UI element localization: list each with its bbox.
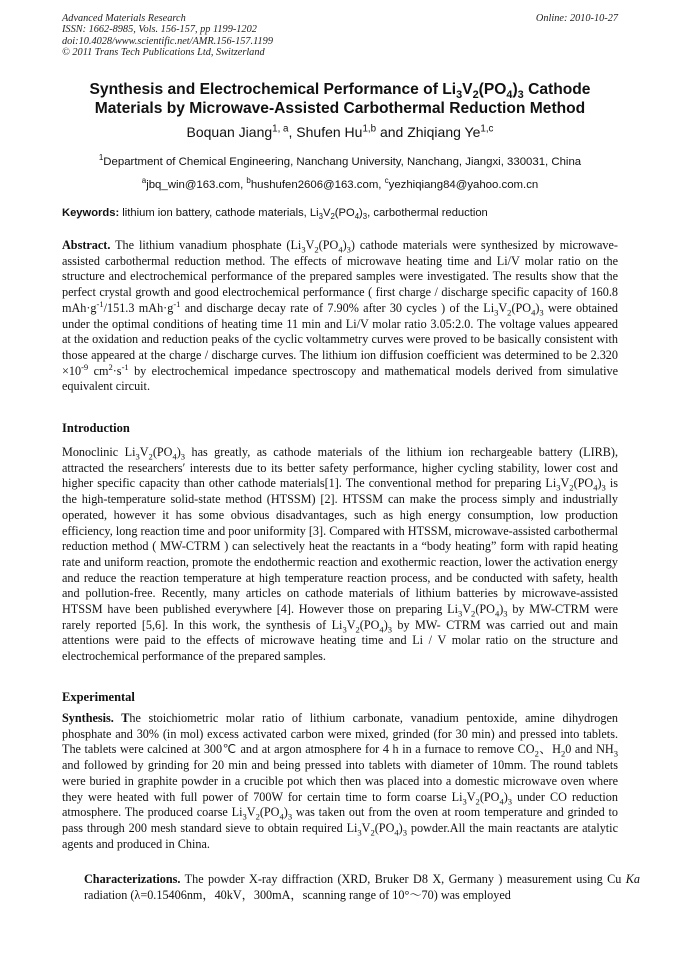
- paper-title: [62, 80, 618, 118]
- abstract: Abstract. The lithium vanadium phosphate $(Li_3V_2(PO_4)_3)$ cathode materials were synthesized by microwave- assisted carbothermal reduction method. The effects of microwave heating time and Li/V molar ratio on the structure and electrochemical performance of the prepared samples were investigated. The results show that the perfect crystal growth and good electrochemical performance ( first charge / discharge specific capacity of 160.8 $mAh\cdot g^{-1}/151.3$ $mAh\cdot g^{-1}$ and discharge decay rate of 7.90% after 30 cycles ) of the $Li_3V_2(PO_4)_3$ were obtained under the optimal conditions of heating time 11 min and Li/V molar ratio 3.05:2.0. The voltage values appeared at the oxidation and reduction peaks of the cyclic voltammetry curves were proved to be basically consistent with those appeared at the charge / discharge curves. The lithium ion diffusion coefficient was determined to be $2.320 \times 10^{-9}$ $cm^2\cdot s^{-1}$ by electrochemical impedance spectroscopy and mathematical models derived from simulative equivalent circuit.: [62, 238, 618, 394]
- title-line-1: Synthesis and Electrochemical Performance of $Li_3V_2(PO_4)_3$ Cathode: [89, 81, 591, 102]
- synthesis-text: Synthesis. The stoichiometric molar ratio of lithium carbonate, vanadium pentoxide, amine dihydrogen phosphate and 30% (in mol) excess activated carbon were mixed, grinded (for 30 min) and pressed into tablets. The tablets were calcined at 300℃ and at argon atmosphere for 4 h in a furnace to remove $CO_2$、$H_20$ and $NH_3$ and followed by grinding for 20 min and being pressed into tablets with diameter of 10mm. The round tablets were buried in graphite powder in a crucible pot which then was placed into a domestic microwave oven where they were heated with full power of 700W for certain time to form coarse $Li_3V_2(PO_4)_3$ under CO reduction atmosphere. The produced coarse $Li_3V_2(PO_4)_3$ was taken out from the oven at room temperature and grinded to pass through 200 mesh standard sieve to obtain required $Li_3V_2(PO_4)_3$ powder.All the main reactants are atalytic agents and produced in China.: [62, 711, 618, 851]
- characterizations-text: Characterizations. The powder X-ray diffraction (XRD, Bruker D8 X, Germany ) measurement using Cu Ka radiation (λ=0.15406nm，40kV，300mA，scanning range of 10°～70) was employed: [84, 872, 640, 902]
- experimental-heading: Experimental: [62, 690, 135, 704]
- online-date: Online: 2010-10-27: [535, 13, 618, 24]
- copyright-line: © 2011 Trans Tech Publications Ltd, Switzerland: [62, 46, 265, 58]
- introduction-heading: Introduction: [62, 421, 130, 435]
- affiliation: $^1$Department of Chemical Engineering, Nanchang University, Nanchang, Jiangxi, 330031, China: [98, 153, 582, 168]
- journal-header: [62, 13, 618, 58]
- author-list: Boquan Jiang$^{1, a}$, Shufen Hu$^{1,b}$ and Zhiqiang Ye$^{1,c}$: [186, 123, 494, 140]
- journal-name: Advanced Materials Research: [62, 13, 186, 24]
- title-line-2: Materials by Microwave-Assisted Carbothermal Reduction Method: [94, 100, 586, 117]
- issn-line: ISSN: 1662-8985, Vols. 156-157, pp 1199-1202: [62, 24, 257, 36]
- keywords: Keywords: lithium ion battery, cathode materials, $Li_3V_2(PO_4)_3$, carbothermal reduction: [62, 207, 488, 222]
- introduction-text: Monoclinic $Li_3V_2(PO_4)_3$ has greatly, as cathode materials of the lithium ion rechargeable battery (LIRB), attracted the researchers′ interests due to its better safety performance, higher cycling stability, lower cost and higher specific capacity than other cathode materials[1]. The conventional method for preparing $Li_3V_2(PO_4)_3$ is the high-temperature solid-state method (HTSSM) [2]. HTSSM can make the process simply and industrially operated, however it has some obvious disadvantages, such as high energy consumption, low production efficiency, long reaction time and poor uniformity [3]. Compared with HTSSM, microwave-assisted carbothermal reduction method ( MW-CTRM ) can selectively heat the reactants in a “body heating” form with rapid heating rate and uniform reaction, promote the endothermic reaction and exothermic reaction, lower the activation energy and reduce the reaction temperature at high temperature reaction process, and be conducted with safety, health and pollution-free. Recently, many articles on cathode materials of lithium batteries by microwave-assisted HTSSM have been published everywhere [4]. However those on preparing $Li_3V_2(PO_4)_3$ by MW-CTRM were rarely reported [5,6]. In this work, the synthesis of $Li_3V_2(PO_4)_3$ by MW- CTRM was carried out and main attentions were paid to the effects of microwave heating time and Li / V molar ratio on the structure and electrochemical performance of the prepared samples.: [62, 445, 618, 664]
- doi-line: doi:10.4028/www.scientific.net/AMR.156-157.1199: [62, 35, 273, 47]
- author-emails: $^a$jbq_win@163.com, $^b$hushufen2606@163.com, $^c$yezhiqiang84@yahoo.com.cn: [141, 176, 539, 191]
